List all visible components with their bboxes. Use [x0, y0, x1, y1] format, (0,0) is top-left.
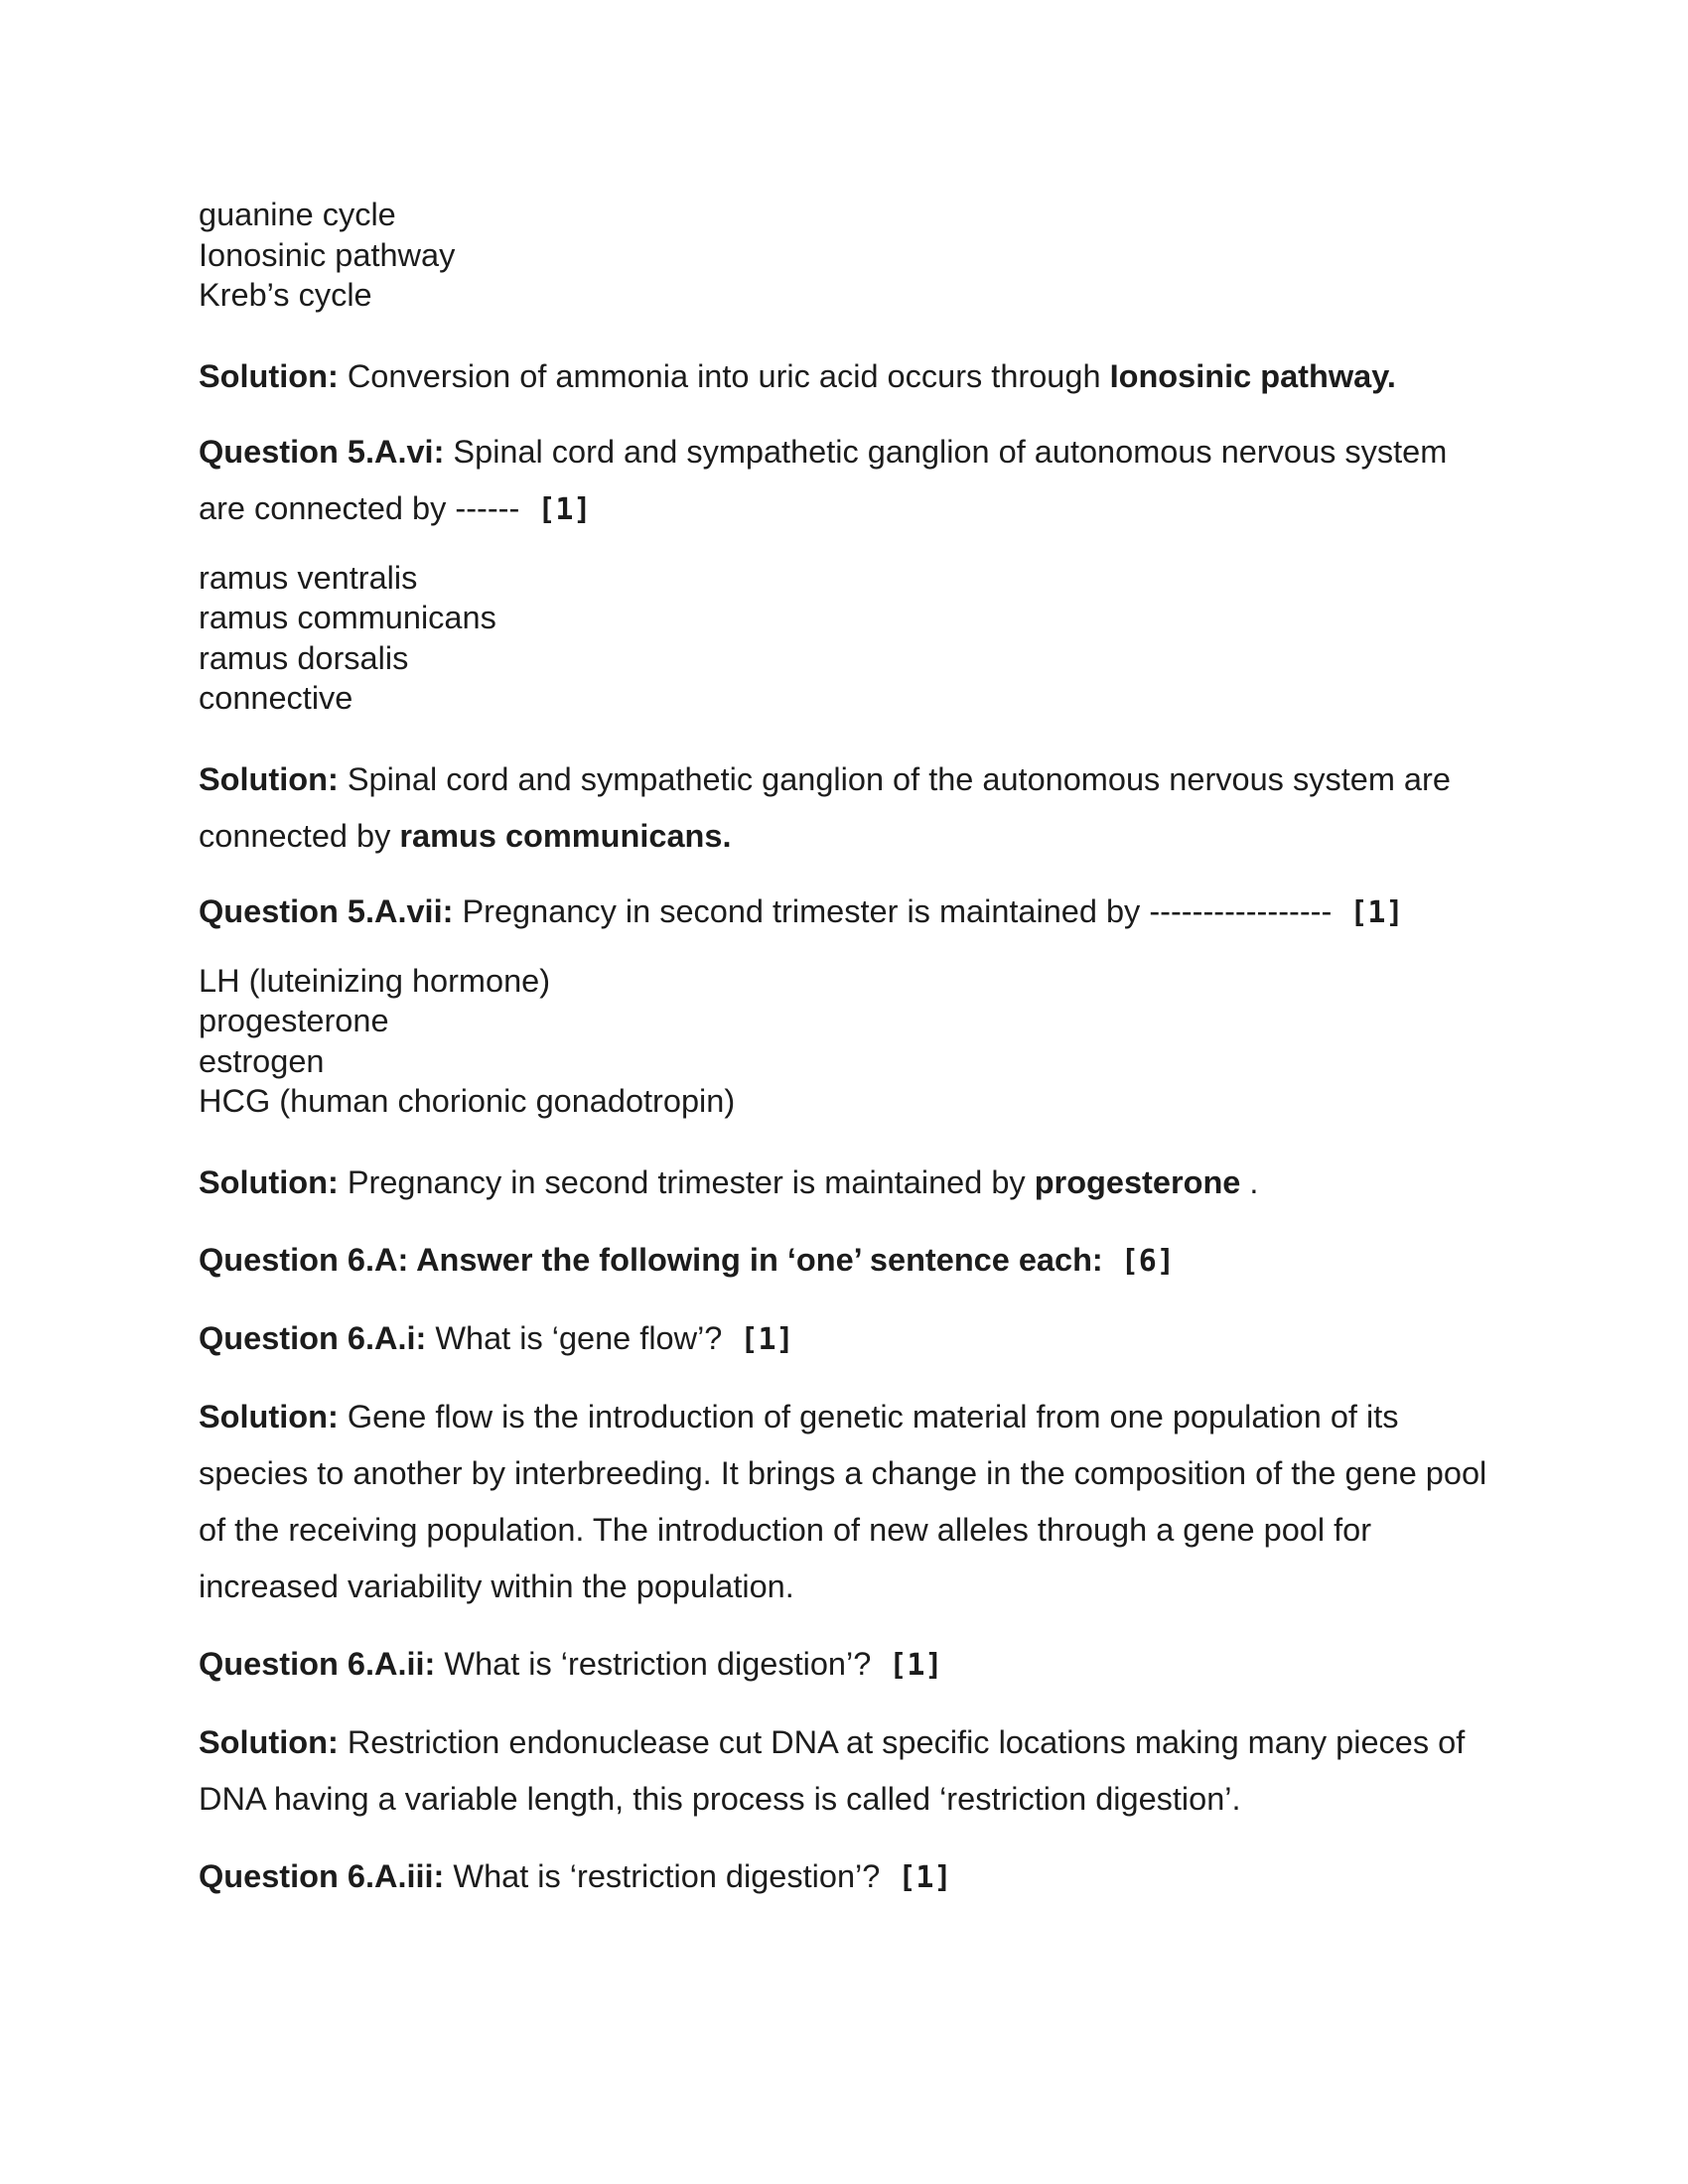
solution-label: Solution: — [199, 1723, 339, 1760]
option-item: guanine cycle — [199, 197, 396, 232]
solution-answer: Ionosinic pathway. — [1109, 357, 1396, 394]
marks-badge: [1] — [898, 1859, 952, 1895]
question-text: What is ‘restriction digestion’? — [435, 1645, 872, 1682]
solution-text: Restriction endonuclease cut DNA at specific locations making many pieces of DNA having a variable length, this process is called ‘restriction digestion’. — [199, 1723, 1466, 1817]
q5vi-solution — [199, 751, 1499, 865]
question-text: Pregnancy in second trimester is maintained by ----------------- — [453, 892, 1333, 929]
question-label: Question 6.A.iii: — [199, 1857, 445, 1894]
question-label: Question 6.A.ii: — [199, 1645, 436, 1682]
q6aii-solution — [199, 1714, 1499, 1828]
solution-text: Pregnancy in second trimester is maintained by — [338, 1163, 1035, 1200]
marks-badge: [6] — [1120, 1243, 1175, 1279]
q6ai-solution — [199, 1389, 1499, 1615]
option-item: ramus communicans — [199, 600, 496, 635]
q5v-solution — [199, 348, 1499, 405]
marks-badge: [1] — [1349, 894, 1404, 930]
marks-badge: [1] — [889, 1647, 943, 1683]
question-6a-heading — [199, 1232, 1499, 1290]
question-label: Question 5.A.vi: — [199, 433, 445, 470]
page-content — [199, 195, 1499, 1906]
question-5a-vii — [199, 884, 1499, 941]
section-heading: Question 6.A: Answer the following in ‘one’ sentence each: — [199, 1241, 1103, 1278]
option-item: Kreb’s cycle — [199, 277, 372, 313]
option-item: estrogen — [199, 1042, 325, 1079]
solution-tail: . — [1240, 1163, 1259, 1200]
option-item: Ionosinic pathway — [199, 236, 456, 273]
question-6a-ii — [199, 1636, 1499, 1694]
solution-label: Solution: — [199, 357, 339, 394]
question-label: Question 5.A.vii: — [199, 892, 454, 929]
marks-badge: [1] — [537, 491, 592, 527]
option-item: ramus ventralis — [199, 559, 418, 596]
question-6a-i — [199, 1310, 1499, 1368]
q5vii-solution — [199, 1155, 1499, 1211]
solution-answer: progesterone — [1034, 1163, 1241, 1200]
question-text: What is ‘gene flow’? — [426, 1319, 723, 1356]
option-item: progesterone — [199, 1003, 389, 1038]
question-6a-iii — [199, 1848, 1499, 1906]
question-text: Spinal cord and sympathetic ganglion of autonomous nervous system are connected by ------ — [199, 433, 1448, 526]
solution-label: Solution: — [199, 760, 339, 797]
q5vii-options — [199, 961, 1499, 1122]
marks-badge: [1] — [740, 1321, 794, 1357]
q5v-options — [199, 195, 1499, 316]
solution-label: Solution: — [199, 1398, 339, 1434]
q5vi-options — [199, 558, 1499, 719]
solution-text: Spinal cord and sympathetic ganglion of the autonomous nervous system are connected by — [199, 760, 1451, 854]
option-item: connective — [199, 680, 353, 716]
option-item: ramus dorsalis — [199, 639, 409, 676]
solution-text: Gene flow is the introduction of genetic material from one population of its species to another by interbreeding. It brings a change in the composition of the gene pool of the receiving population. The introduction of new alleles through a gene pool for increased variability within the population. — [199, 1398, 1487, 1604]
question-text: What is ‘restriction digestion’? — [444, 1857, 881, 1894]
solution-answer: ramus communicans. — [399, 817, 732, 854]
solution-label: Solution: — [199, 1163, 339, 1200]
option-item: HCG (human chorionic gonadotropin) — [199, 1083, 736, 1119]
solution-text: Conversion of ammonia into uric acid occurs through — [338, 357, 1110, 394]
question-5a-vi — [199, 424, 1499, 538]
question-label: Question 6.A.i: — [199, 1319, 427, 1356]
option-item: LH (luteinizing hormone) — [199, 962, 551, 999]
